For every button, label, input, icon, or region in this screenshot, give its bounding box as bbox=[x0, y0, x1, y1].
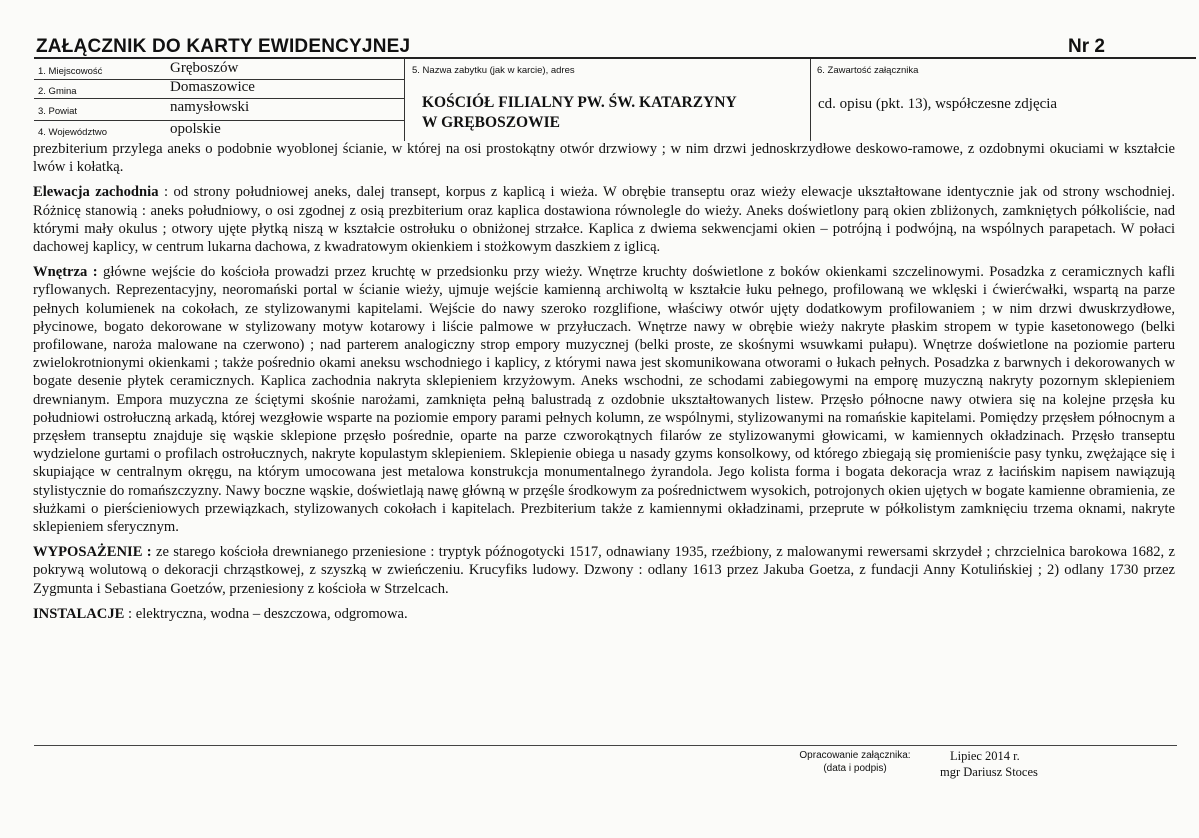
instalacje-paragraph bbox=[33, 605, 1175, 623]
footer-divider bbox=[34, 745, 1177, 746]
powiat-value: namysłowski bbox=[170, 99, 250, 115]
intro-paragraph bbox=[33, 140, 1175, 176]
zawartosc-value: cd. opisu (pkt. 13), współczesne zdjęcia bbox=[818, 96, 1058, 112]
wnetrza-heading: Wnętrza : bbox=[33, 264, 98, 281]
miejscowosc-label: 1. Miejscowość bbox=[38, 66, 103, 77]
zawartosc-label: 6. Zawartość załącznika bbox=[817, 65, 919, 76]
miejscowosc-value: Gręboszów bbox=[170, 60, 239, 76]
wojewodztwo-label: 4. Województwo bbox=[38, 127, 107, 138]
instalacje-heading: INSTALACJE bbox=[33, 605, 125, 622]
powiat-label: 3. Powiat bbox=[38, 106, 78, 117]
nazwa-line1: KOŚCIÓŁ FILIALNY PW. ŚW. KATARZYNY bbox=[422, 94, 737, 111]
prepared-by-label bbox=[796, 749, 914, 775]
prepared-date: Lipiec 2014 r. bbox=[950, 749, 1020, 763]
gmina-label: 2. Gmina bbox=[38, 86, 77, 97]
attachment-number: Nr 2 bbox=[1068, 36, 1105, 57]
nazwa-label: 5. Nazwa zabytku (jak w karcie), adres bbox=[412, 65, 575, 76]
gmina-value: Domaszowice bbox=[170, 79, 255, 95]
document-title: ZAŁĄCZNIK DO KARTY EWIDENCYJNEJ bbox=[36, 36, 411, 57]
wnetrza-paragraph bbox=[33, 263, 1175, 536]
wyposazenie-heading: WYPOSAŻENIE : bbox=[33, 544, 152, 561]
wnetrza-text: główne wejście do kościoła prowadzi przez kruchtę w przedsionku przy wieży. Wnętrze kruchty doświetlone z boków okienkami szczelinowymi. Posadzka z ceramicznych kafli ryflowanych. Reprezentacyjny, neoromański portal w ścianie wieży, ujmuje wejście kamienną archiwoltą w kształcie łuku pełnego, profilowaną we wklęski i ćwierćwałki, wspartą na parze pełnych kolumienek na cokołach, ze stylizowanymi kapitelami. Wejście do nawy szeroko rozglifione, właściwy otwór ujęty dodatkowym profilowaniem ; w nim drzwi dwuskrzydłowe, płycinowe, bogato dekorowane w stylizowany motyw kotarowy i liście palmowe w przyłuczach. Wnętrze nawy w obrębie wieży nakryte płaskim stropem w typie kasetonowego (belki profilowane, naroża malowane na czerwono) ; nad parterem analogiczny strop empory muzycznej (belki proste, ze skośnymi wsuwkami pułapu). Wnętrze doświetlone na poziomie parteru zwielokrotnionymi okienkami ; także pośrednio okami aneksu wschodniego i kaplicy, z którymi nawa jest skomunikowana otworami o łukach pełnych. Posadzka z barwnych i dekorowanych w bogate desenie płytek ceramicznych. Kaplica zachodnia nakryta sklepieniem krzyżowym. Aneks wschodni, ze schodami zabiegowymi na emporę muzyczną nakryty pozornym sklepieniem drewnianym. Empora muzyczna ze ściętymi skośnie narożami, zamknięta pełną balustradą z ozdobnie ukształtowanych listew. Przęsło północne nawy otwiera się na kolejne przęsła ku południowi ostrołuczną arkadą, której wezgłowie wsparte na poziomie empory parami pełnych kolumn, ze wspólnymi, stylizowanymi na romańskie kapitelami. Pomiędzy przęsłem północnym a przęsłem transeptu znajduje się wąskie sklepione przęsło pośrednie, oparte na parze czworokątnych filarów ze stylizowanymi głowicami, w kamiennych okładzinach. Przęsło transeptu wydzielone gurtami o profilach ostrołucznych, nakryte kopulastym sklepieniem. Sklepienie obiega u nasady gzyms konsolkowy, od którego zbiegają się promieniście pasy tynku, zwężające się i skupiające w centralnym okręgu, na którym umocowana jest metalowa konstrukcja monumentalnego żyrandola. Jego kolista forma i bogata dekoracja wraz z łacińskim napisem nawiązują stylistycznie do romańszczyzny. Nawy boczne wąskie, doświetlają nawę główną w przęśle środkowym za pośrednictwem wysokich, potrojonych okien ujętych w bogate kamienne obramienia, ze służkami o pierścieniowych przewiązkach, stylizowanych cokołach i kapitelach. Prezbiterium także z kamiennymi okładzinami, przeprute w półkolistym zamknięciu trzema oknami, nakryte sklepieniem sferycznym. bbox=[33, 264, 1175, 536]
instalacje-text: : elektryczna, wodna – deszczowa, odgromowa. bbox=[124, 605, 408, 622]
wyposazenie-paragraph bbox=[33, 543, 1175, 598]
elewacja-paragraph bbox=[33, 183, 1175, 256]
prepared-author: mgr Dariusz Stoces bbox=[940, 765, 1038, 779]
prepared-by-label-line2: (data i podpis) bbox=[823, 763, 887, 774]
wojewodztwo-value: opolskie bbox=[170, 121, 221, 137]
prepared-by-label-line1: Opracowanie załącznika: bbox=[799, 750, 911, 761]
intro-text: prezbiterium przylega aneks o podobnie wyoblonej ścianie, w której na osi prostokątny otwór drzwiowy ; w nim drzwi jednoskrzydłowe deskowo-ramowe, z ozdobnymi okuciami w kształcie lwów i kołatką. bbox=[33, 141, 1175, 176]
nazwa-line2: W GRĘBOSZOWIE bbox=[422, 114, 560, 131]
description-body bbox=[33, 140, 1175, 630]
wyposazenie-text: ze starego kościoła drewnianego przeniesione : tryptyk późnogotycki 1517, odnawiany 1935, rzeźbiony, z malowanymi rewersami skrzydeł ; chrzcielnica barokowa 1682, z pokrywą wolutową o dekoracji chrząstkowej, z szyszką w zwieńczeniu. Krucyfiks ludowy. Dzwony : odlany 1613 przez Jakuba Goetza, z fundacji Anny Kotulińskiej ; 2) odlany 1730 przez Zygmunta i Sebastiana Goetzów, przeniesiony z kościoła w Strzelcach. bbox=[33, 544, 1175, 597]
elewacja-text: : od strony południowej aneks, dalej transept, korpus z kaplicą i wieża. W obrębie transeptu oraz wieży elewacje ukształtowane identycznie jak od strony wschodniej. Różnicę stanowią : aneks południowy, o osi zgodnej z osią prezbiterium oraz kaplica dostawiona równolegle do wieży. Aneks doświetlony parą okien zbliżonych, zamkniętych półkoliście, nad którymi mały okulus ; otwory ujęte płytką niszą w kształcie ostrołuku o obniżonej strzałce. Kaplica z dwiema sekwencjami okien – potrójną i podwójną, na wspólnych parapetach. W połaci dachowej kaplicy, w centrum lukarna dachowa, z kwadratowym okienkiem i stożkowym daszkiem z iglicą. bbox=[33, 184, 1175, 256]
header-table bbox=[34, 57, 1196, 141]
elewacja-heading: Elewacja zachodnia bbox=[33, 184, 159, 201]
